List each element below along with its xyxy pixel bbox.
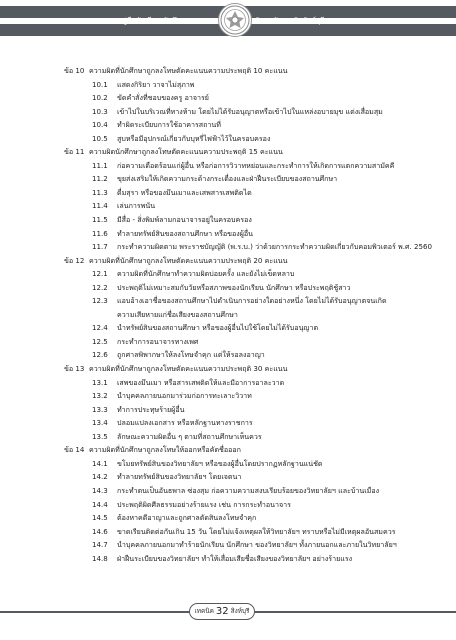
rule-item-number: 10.2 bbox=[92, 93, 108, 103]
section-title: ความผิดที่นักศึกษาถูกลงโทษให้ออกหรือคัดชื่อออก bbox=[89, 445, 241, 455]
rule-item bbox=[0, 470, 456, 484]
rule-item-number: 14.2 bbox=[92, 472, 108, 482]
rule-item-number: 11.7 bbox=[92, 242, 108, 252]
page-footer bbox=[0, 602, 456, 622]
rule-item bbox=[0, 525, 456, 539]
rule-item-text: ทำลายทรัพย์สินของสถานศึกษา หรือของผู้อื่น bbox=[117, 228, 253, 238]
rule-item-number: 11.1 bbox=[92, 160, 108, 170]
rule-item bbox=[0, 538, 456, 552]
rule-item-number: 12.4 bbox=[92, 323, 108, 333]
rule-item-text: กระทำตนเป็นอันธพาล ซ่องสุม ก่อความความสงบเรียบร้อยของวิทยาลัยฯ และบ้านเมือง bbox=[117, 485, 380, 495]
handbook-title: คู่มือนักเรียน นักศึกษา bbox=[122, 16, 190, 25]
rule-item-text: ประพฤติผิดศีลธรรมอย่างร้ายแรง เช่น การกระทำอนาจาร bbox=[117, 499, 291, 509]
rule-item-number: 12.6 bbox=[92, 350, 108, 360]
section-heading bbox=[0, 64, 456, 78]
rule-item bbox=[0, 321, 456, 335]
rule-item-number: 11.6 bbox=[92, 228, 108, 238]
rule-item bbox=[0, 159, 456, 173]
rule-item bbox=[0, 213, 456, 227]
rule-item-text: นำทรัพย์สินของสถานศึกษา หรือของผู้อื่นไปใช้โดยไม่ได้รับอนุญาต bbox=[117, 323, 319, 333]
college-name: วิทยาลัยเทคนิคสิงห์บุรี bbox=[256, 16, 325, 25]
rule-item bbox=[0, 335, 456, 349]
section-heading bbox=[0, 362, 456, 376]
rule-item-text: เข้าไปในบริเวณที่ทางห้าม โดยไม่ได้รับอนุญาตหรือเข้าไปในแหล่งอบายมุข แต่งเสื่อมสุม bbox=[117, 106, 383, 116]
section-number: ข้อ 12 bbox=[64, 255, 85, 265]
rule-item bbox=[0, 91, 456, 105]
page-number-badge bbox=[189, 603, 255, 620]
rule-item-number: 10.4 bbox=[92, 120, 108, 130]
section-heading bbox=[0, 254, 456, 268]
rule-item bbox=[0, 498, 456, 512]
rule-item-number: 14.6 bbox=[92, 526, 108, 536]
rule-item bbox=[0, 105, 456, 119]
rule-item bbox=[0, 199, 456, 213]
rule-item bbox=[0, 78, 456, 92]
rule-item-continuation-text: ความเสียหายแก่ชื่อเสียงของสถานศึกษา bbox=[117, 309, 238, 319]
page-header bbox=[0, 0, 456, 44]
rule-item-text: ถูกศาลพิพากษาให้ลงโทษจำคุก แต่ให้รอลงอาญา bbox=[117, 350, 265, 360]
section-number: ข้อ 11 bbox=[64, 147, 85, 157]
rule-item-text: ทำลายทรัพย์สินของวิทยาลัยฯ โดยเจตนา bbox=[117, 472, 242, 482]
section-number: ข้อ 14 bbox=[64, 445, 85, 455]
rule-item-number: 12.3 bbox=[92, 296, 108, 306]
rule-item-number: 11.3 bbox=[92, 187, 108, 197]
rule-item-text: แสดงกิริยา วาจาไม่สุภาพ bbox=[117, 79, 195, 89]
rule-item bbox=[0, 416, 456, 430]
rule-item-number: 10.1 bbox=[92, 79, 108, 89]
rule-item-continuation bbox=[0, 308, 456, 322]
rule-item-text: ดื่มสุรา หรือของมึนเมาและเสพสารเสพติดได bbox=[117, 187, 252, 197]
page-number: 32 bbox=[215, 606, 229, 617]
rule-item bbox=[0, 552, 456, 566]
rule-item-text: ความผิดที่นักศึกษาทำความผิดบ่อยครั้ง และยังไม่เข็ดหลาบ bbox=[117, 269, 295, 279]
rule-item-number: 13.4 bbox=[92, 418, 108, 428]
rule-item-number: 12.5 bbox=[92, 336, 108, 346]
rule-item-number: 12.1 bbox=[92, 269, 108, 279]
rule-item-text: ทำผิดระเบียบการใช้อาคารสถานที่ bbox=[117, 120, 221, 130]
rule-item bbox=[0, 186, 456, 200]
rule-item bbox=[0, 118, 456, 132]
college-emblem-icon bbox=[218, 3, 252, 37]
rule-item bbox=[0, 294, 456, 308]
section-number: ข้อ 13 bbox=[64, 364, 85, 374]
section-heading bbox=[0, 145, 456, 159]
rules-content bbox=[0, 64, 456, 565]
rule-item bbox=[0, 457, 456, 471]
rule-item-number: 13.3 bbox=[92, 404, 108, 414]
page-label: เทคนิค bbox=[194, 607, 214, 615]
section-number: ข้อ 10 bbox=[64, 66, 85, 75]
rule-item-text: กระทำการอนาจารทางเพศ bbox=[117, 336, 199, 346]
rule-item-text: ก่อความเดือดร้อนแก่ผู้อื่น หรือก่อการวิวาทหย่อนและกระทำการให้เกิดการแตกความสามัคคี bbox=[117, 160, 395, 170]
rule-item-text: ลักษณะความผิดอื่น ๆ ตามที่สถานศึกษาเห็นควร bbox=[117, 431, 262, 441]
rule-item bbox=[0, 403, 456, 417]
page-suffix: สิงห์บุรี bbox=[230, 607, 250, 615]
rule-item-text: ขโมยทรัพย์สินของวิทยาลัยฯ หรือของผู้อื่นโดยปรากฏหลักฐานแน่ชัด bbox=[117, 458, 323, 468]
rule-item-number: 10.5 bbox=[92, 133, 108, 143]
rule-item-text: แอบอ้างเอาชื่อของสถานศึกษาไปดำเนินการอย่างใดอย่างหนึ่ง โดยไม่ได้รับอนุญาตจนเกิด bbox=[117, 296, 387, 306]
section-title: ความผิดที่นักศึกษาถูกลงโทษตัดคะแนนความประพฤติ 10 คะแนน bbox=[89, 66, 288, 75]
section-title: ความผิดที่นักศึกษาถูกลงโทษตัดคะแนนความประพฤติ 30 คะแนน bbox=[89, 364, 288, 374]
rule-item-text: ขาดเรียนติดต่อกันเกิน 15 วัน โดยไม่แจ้งเหตุผลให้วิทยาลัยฯ ทราบหรือไม่มีเหตุผลอันสมควร bbox=[117, 526, 396, 536]
rule-item-number: 11.2 bbox=[92, 174, 108, 184]
rule-item-text: ประพฤติไม่เหมาะสมกับวัยหรือสภาพของนักเรียน นักศึกษา หรือประพฤติชู้สาว bbox=[117, 282, 351, 292]
rule-item-text: ขัดคำสั่งที่ชอบของครู อาจารย์ bbox=[117, 93, 209, 103]
rule-item-text: ฝ่าฝืนระเบียบของวิทยาลัยฯ ทำให้เสื่อมเสียชื่อเสียงของวิทยาลัยฯ อย่างร้ายแรง bbox=[117, 553, 353, 563]
rule-item-number: 10.3 bbox=[92, 106, 108, 116]
section-heading bbox=[0, 443, 456, 457]
rule-item-number: 13.5 bbox=[92, 431, 108, 441]
rule-item bbox=[0, 267, 456, 281]
rule-item-number: 11.5 bbox=[92, 215, 108, 225]
rule-item-text: ปลอมแปลงเอกสาร หรือหลักฐานทางราชการ bbox=[117, 418, 253, 428]
rule-item-text: สูบหรือมีอุปกรณ์เกี่ยวกับบุหรี่ไฟฟ้าไว้ในครอบครอง bbox=[117, 133, 271, 143]
rule-item bbox=[0, 430, 456, 444]
rule-item bbox=[0, 281, 456, 295]
section-title: ความผิดนักศึกษาถูกลงโทษตัดคะแนนความประพฤติ 15 คะแนน bbox=[89, 147, 283, 157]
rule-item-text: ขุยส่งเสริมให้เกิดความกระด้างกระเดื่องและฝ่าฝืนระเบียบของสถานศึกษา bbox=[117, 174, 338, 184]
rule-item bbox=[0, 484, 456, 498]
rule-item-number: 14.1 bbox=[92, 458, 108, 468]
rule-item bbox=[0, 511, 456, 525]
rule-item bbox=[0, 172, 456, 186]
rule-item-text: ต้องหาคดีอาญาและถูกศาลตัดสินลงโทษจำคุก bbox=[117, 513, 257, 523]
rule-item-text: มีสื่อ - สิ่งพิมพ์ลามกอนาจารอยู่ในครอบครอง bbox=[117, 215, 252, 225]
rule-item-number: 14.5 bbox=[92, 513, 108, 523]
rule-item-text: เล่นการพนัน bbox=[117, 201, 156, 211]
rule-item-number: 14.8 bbox=[92, 553, 108, 563]
rule-item-number: 11.4 bbox=[92, 201, 108, 211]
rule-item-number: 13.2 bbox=[92, 391, 108, 401]
rule-item bbox=[0, 348, 456, 362]
rule-item-text: นำบุคคลภายนอกมาทำร้ายนักเรียน นักศึกษา ของวิทยาลัยฯ ทั้งภายนอกและภายในวิทยาลัยฯ bbox=[117, 540, 397, 550]
rule-item-number: 13.1 bbox=[92, 377, 108, 387]
rule-item-text: เสพของมึนเมา หรือสารเสพติดให้และมีอาการอาละวาด bbox=[117, 377, 285, 387]
rule-item-number: 14.3 bbox=[92, 485, 108, 495]
rule-item bbox=[0, 132, 456, 146]
rule-item-number: 14.7 bbox=[92, 540, 108, 550]
rule-item-text: กระทำความผิดตาม พระราชบัญญัติ (พ.ร.บ.) ว่าด้วยการกระทำความผิดเกี่ยวกับคอมพิวเตอร์ พ.ศ. 2560 bbox=[117, 242, 433, 252]
rule-item-text: นำบุคคลภายนอกมาร่วมก่อการทะเลาะวิวาท bbox=[117, 391, 252, 401]
rule-item bbox=[0, 376, 456, 390]
rule-item bbox=[0, 227, 456, 241]
rule-item-number: 12.2 bbox=[92, 282, 108, 292]
rule-item bbox=[0, 389, 456, 403]
rule-item-number: 14.4 bbox=[92, 499, 108, 509]
rule-item-text: ทำการประทุษร้ายผู้อื่น bbox=[117, 404, 185, 414]
section-title: ความผิดที่นักศึกษาถูกลงโทษตัดคะแนนความประพฤติ 20 คะแนน bbox=[89, 255, 288, 265]
rule-item bbox=[0, 240, 456, 254]
